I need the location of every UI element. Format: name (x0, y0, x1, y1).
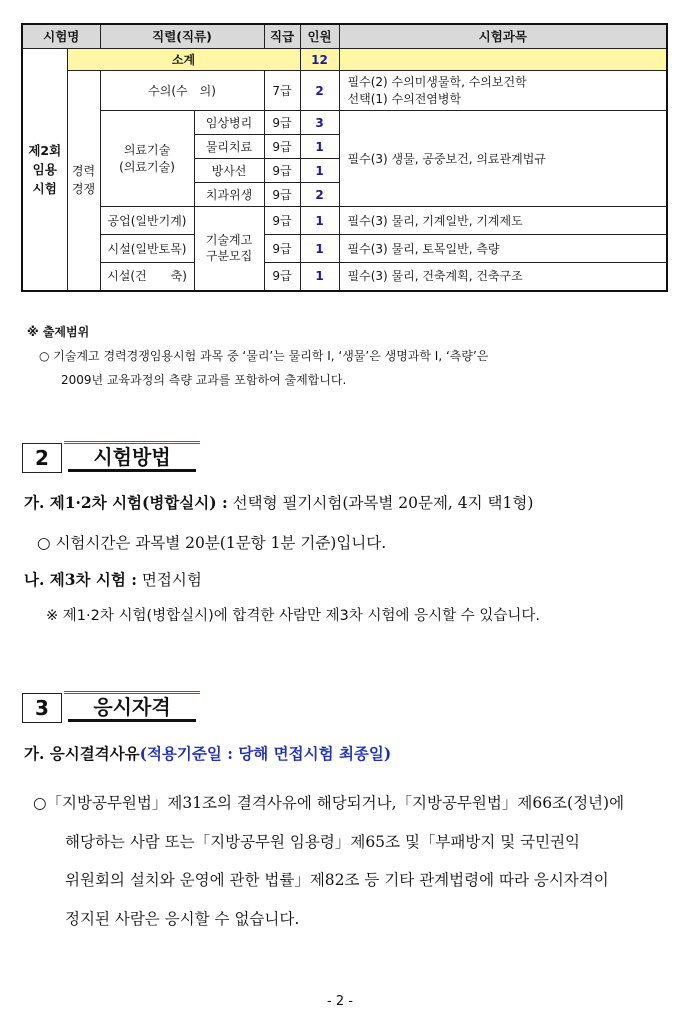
subtotal-blank (339, 49, 667, 71)
series-cell: 방사선 (194, 159, 264, 183)
subjects-cell: 필수(3) 물리, 건축계획, 건축구조 (339, 263, 667, 291)
exam-table (21, 23, 668, 292)
section-title-rule (64, 691, 200, 697)
count-cell: 1 (300, 207, 339, 235)
subtotal-label: 소계 (67, 49, 300, 71)
item-b-text: 면접시험 (136, 571, 202, 589)
s3-item-a-paren: (적용기준일 : 당해 면접시험 최종일) (139, 744, 392, 763)
header-grade: 직급 (264, 24, 300, 49)
item-a-sub: ○ 시험시간은 과목별 20분(1문항 1분 기준)입니다. (37, 534, 387, 552)
series-cell: 공업(일반기계) (100, 207, 194, 235)
grade-cell: 9급 (264, 159, 300, 183)
s3-body-line: 위원회의 설치와 운영에 관한 법률」제82조 등 기타 관계법령에 따라 응시자격이 (65, 871, 609, 889)
s3-item-a-paragraph (24, 744, 391, 764)
notes-line: ○ 기술계고 경력경쟁임용시험 과목 중 ‘물리’는 물리학 Ⅰ, ‘생물’은 생명과학 Ⅰ, ‘측량’은 (39, 349, 489, 363)
grade-cell: 9급 (264, 263, 300, 291)
subjects-cell: 필수(3) 물리, 토목일반, 측량 (339, 235, 667, 263)
series-cell: 수의(수 의) (100, 71, 264, 111)
section-number: 3 (22, 693, 62, 723)
section-title-box (68, 693, 196, 722)
series-cell: 치과위생 (194, 183, 264, 207)
item-b-note: ※ 제1·2차 시험(병합실시)에 합격한 사람만 제3차 시험에 응시할 수 있습니다. (46, 608, 541, 624)
item-a-label: 가. 제1·2차 시험(병합실시) : (24, 493, 228, 512)
series-cell: 임상병리 (194, 111, 264, 135)
item-b-label: 나. 제3차 시험 : (24, 570, 137, 589)
s3-item-a-label: 가. 응시결격사유 (24, 744, 140, 763)
item-a-paragraph (24, 493, 533, 513)
s3-body (33, 784, 673, 938)
count-cell: 1 (300, 263, 339, 291)
grade-cell: 9급 (264, 235, 300, 263)
item-b-paragraph (24, 570, 202, 590)
notes-title: ※ 출제범위 (27, 325, 90, 339)
grade-cell: 9급 (264, 183, 300, 207)
count-cell: 2 (300, 71, 339, 111)
grade-cell: 9급 (264, 207, 300, 235)
notes-line: 2009년 교육과정의 측량 교과를 포함하여 출제합니다. (61, 373, 347, 387)
item-a-text: 선택형 필기시험(과목별 20문제, 4지 택1형) (227, 494, 534, 512)
s3-body-line: 정지된 사람은 응시할 수 없습니다. (65, 909, 300, 928)
section-title: 시험방법 (93, 445, 171, 469)
section-title: 응시자격 (93, 695, 171, 719)
count-cell: 3 (300, 111, 339, 135)
count-cell: 1 (300, 159, 339, 183)
grade-cell: 7급 (264, 71, 300, 111)
grade-cell: 9급 (264, 135, 300, 159)
section-number: 2 (22, 443, 62, 473)
section-title-rule (64, 441, 200, 447)
header-exam-name: 시험명 (22, 24, 100, 49)
subjects-cell: 필수(2) 수의미생물학, 수의보건학 선택(1) 수의전염병학 (339, 71, 667, 111)
category-cell: 경력 경쟁 (67, 71, 100, 291)
subtotal-value: 12 (300, 49, 339, 71)
header-count: 인원 (300, 24, 339, 49)
s3-body-line: 해당하는 사람 또는「지방공무원 임용령」제65조 및「부패방지 및 국민권익 (65, 832, 581, 851)
subjects-cell: 필수(3) 생물, 공중보건, 의료관계법규 (339, 111, 667, 207)
count-cell: 1 (300, 135, 339, 159)
series-cell: 시설(일반토목) (100, 235, 194, 263)
subjects-cell: 필수(3) 물리, 기계일반, 기계제도 (339, 207, 667, 235)
count-cell: 2 (300, 183, 339, 207)
series-cell: 물리치료 (194, 135, 264, 159)
page-number: - 2 - (327, 994, 353, 1009)
exam-name-cell: 제2회 임용 시험 (22, 49, 67, 291)
s3-body-line: ○「지방공무원법」제31조의 결격사유에 해당되거나,「지방공무원법」제66조(정년)에 (33, 794, 625, 812)
count-cell: 1 (300, 235, 339, 263)
series-cell: 시설(건 축) (100, 263, 194, 291)
header-series: 직렬(직류) (100, 24, 264, 49)
section-title-box (68, 443, 196, 472)
header-subjects: 시험과목 (339, 24, 667, 49)
group-cell: 의료기술 (의료기술) (100, 111, 194, 207)
grade-cell: 9급 (264, 111, 300, 135)
notes-body (39, 344, 649, 392)
group-cell: 기술계고 구분모집 (194, 207, 264, 291)
